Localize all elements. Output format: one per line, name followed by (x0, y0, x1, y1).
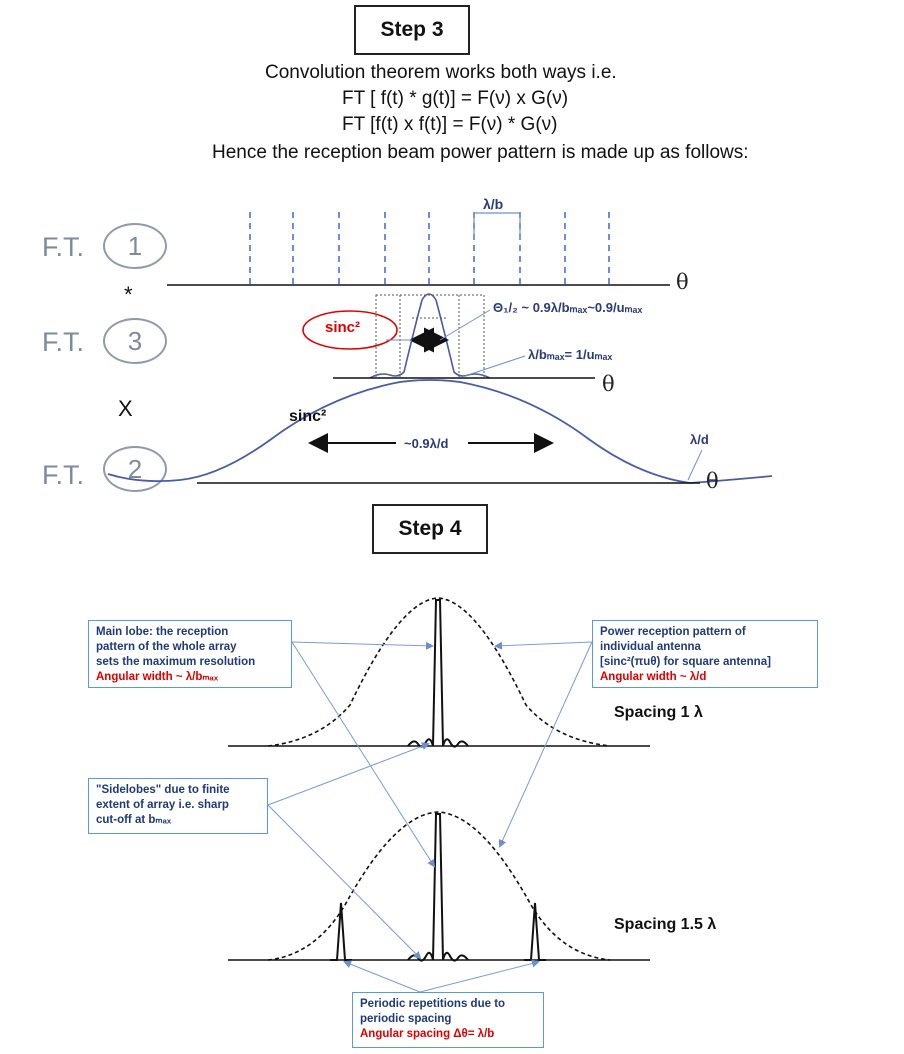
power-callout (592, 620, 818, 688)
lambda-b-label: λ/b (483, 196, 504, 212)
theta-half-label: Θ₁/₂ ~ 0.9λ/bₘₐₓ~0.9/uₘₐₓ (493, 300, 643, 315)
power-line1: Power reception pattern of (600, 626, 746, 638)
lambda-d-pointer (688, 450, 702, 480)
intro-line3: FT [f(t) x f(t)] = F(ν) * G(ν) (342, 114, 558, 135)
step3-title: Step 3 (354, 5, 470, 55)
circle-3: 3 (103, 318, 167, 364)
periodic-line2: periodic spacing (360, 1013, 452, 1025)
comb-lines (250, 212, 609, 285)
lambda-b-bracket (474, 213, 520, 240)
theta-label-1: θ (676, 270, 689, 294)
width-label: ~0.9λ/d (404, 436, 449, 451)
power-line3: [sinc²(πuθ) for square antenna] (600, 656, 771, 668)
theta-label-2: θ (602, 372, 615, 396)
narrow-sinc-curve (370, 294, 490, 378)
theta-half-pointer (440, 310, 490, 340)
ft-label-2: F.T. (42, 460, 85, 490)
sidelobes-callout (88, 778, 268, 834)
ft-label-1: F.T. (42, 232, 85, 262)
periodic-line3: Angular spacing Δθ= λ/b (360, 1028, 495, 1040)
lambda-d-label: λ/d (690, 432, 709, 447)
sinc2-wide-label: sinc² (289, 408, 327, 425)
power-line2: individual antenna (600, 641, 701, 653)
sidelobes-line1: "Sidelobes" due to finite (96, 784, 230, 796)
plot2-envelope (268, 812, 610, 960)
spacing-15-label: Spacing 1.5 λ (614, 916, 717, 933)
circle-1: 1 (103, 223, 167, 269)
plot1-envelope (268, 598, 610, 746)
convolve-operator: * (124, 282, 133, 307)
lambda-bmax-label: λ/bₘₐₓ= 1/uₘₐₓ (528, 347, 613, 362)
intro-line4: Hence the reception beam power pattern is made up as follows: (212, 142, 749, 163)
periodic-line1: Periodic repetitions due to (360, 998, 506, 1010)
plot1-main-lobe (408, 600, 468, 747)
mainlobe-line4: Angular width ~ λ/bₘₐₓ (96, 671, 219, 683)
mainlobe-line2: pattern of the whole array (96, 641, 237, 653)
mainlobe-callout (88, 620, 292, 688)
plot2-left-repetition (330, 903, 352, 960)
dotted-guides (376, 295, 484, 378)
wide-sinc-curve (108, 380, 772, 483)
mainlobe-line1: Main lobe: the reception (96, 626, 229, 638)
plot2-right-repetition (524, 903, 546, 960)
intro-line1: Convolution theorem works both ways i.e. (265, 62, 617, 83)
sinc2-red-label: sinc² (325, 319, 361, 336)
callout-pointers (268, 642, 592, 992)
sidelobes-line2: extent of array i.e. sharp (96, 799, 229, 811)
multiply-operator: X (118, 396, 133, 421)
theta-label-3: θ (706, 469, 719, 493)
lambda-bmax-pointer (465, 356, 525, 376)
circle-2: 2 (103, 446, 167, 492)
mainlobe-line3: sets the maximum resolution (96, 656, 256, 668)
step4-title: Step 4 (372, 504, 488, 554)
sidelobes-line3: cut-off at bₘₐₓ (96, 814, 172, 826)
spacing-1-label: Spacing 1 λ (614, 704, 703, 721)
periodic-callout (352, 992, 544, 1048)
power-line4: Angular width ~ λ/d (600, 671, 707, 683)
ft-label-3: F.T. (42, 327, 85, 357)
intro-line2: FT [ f(t) * g(t)] = F(ν) x G(ν) (342, 88, 569, 109)
plot2-main-lobe (408, 814, 468, 961)
